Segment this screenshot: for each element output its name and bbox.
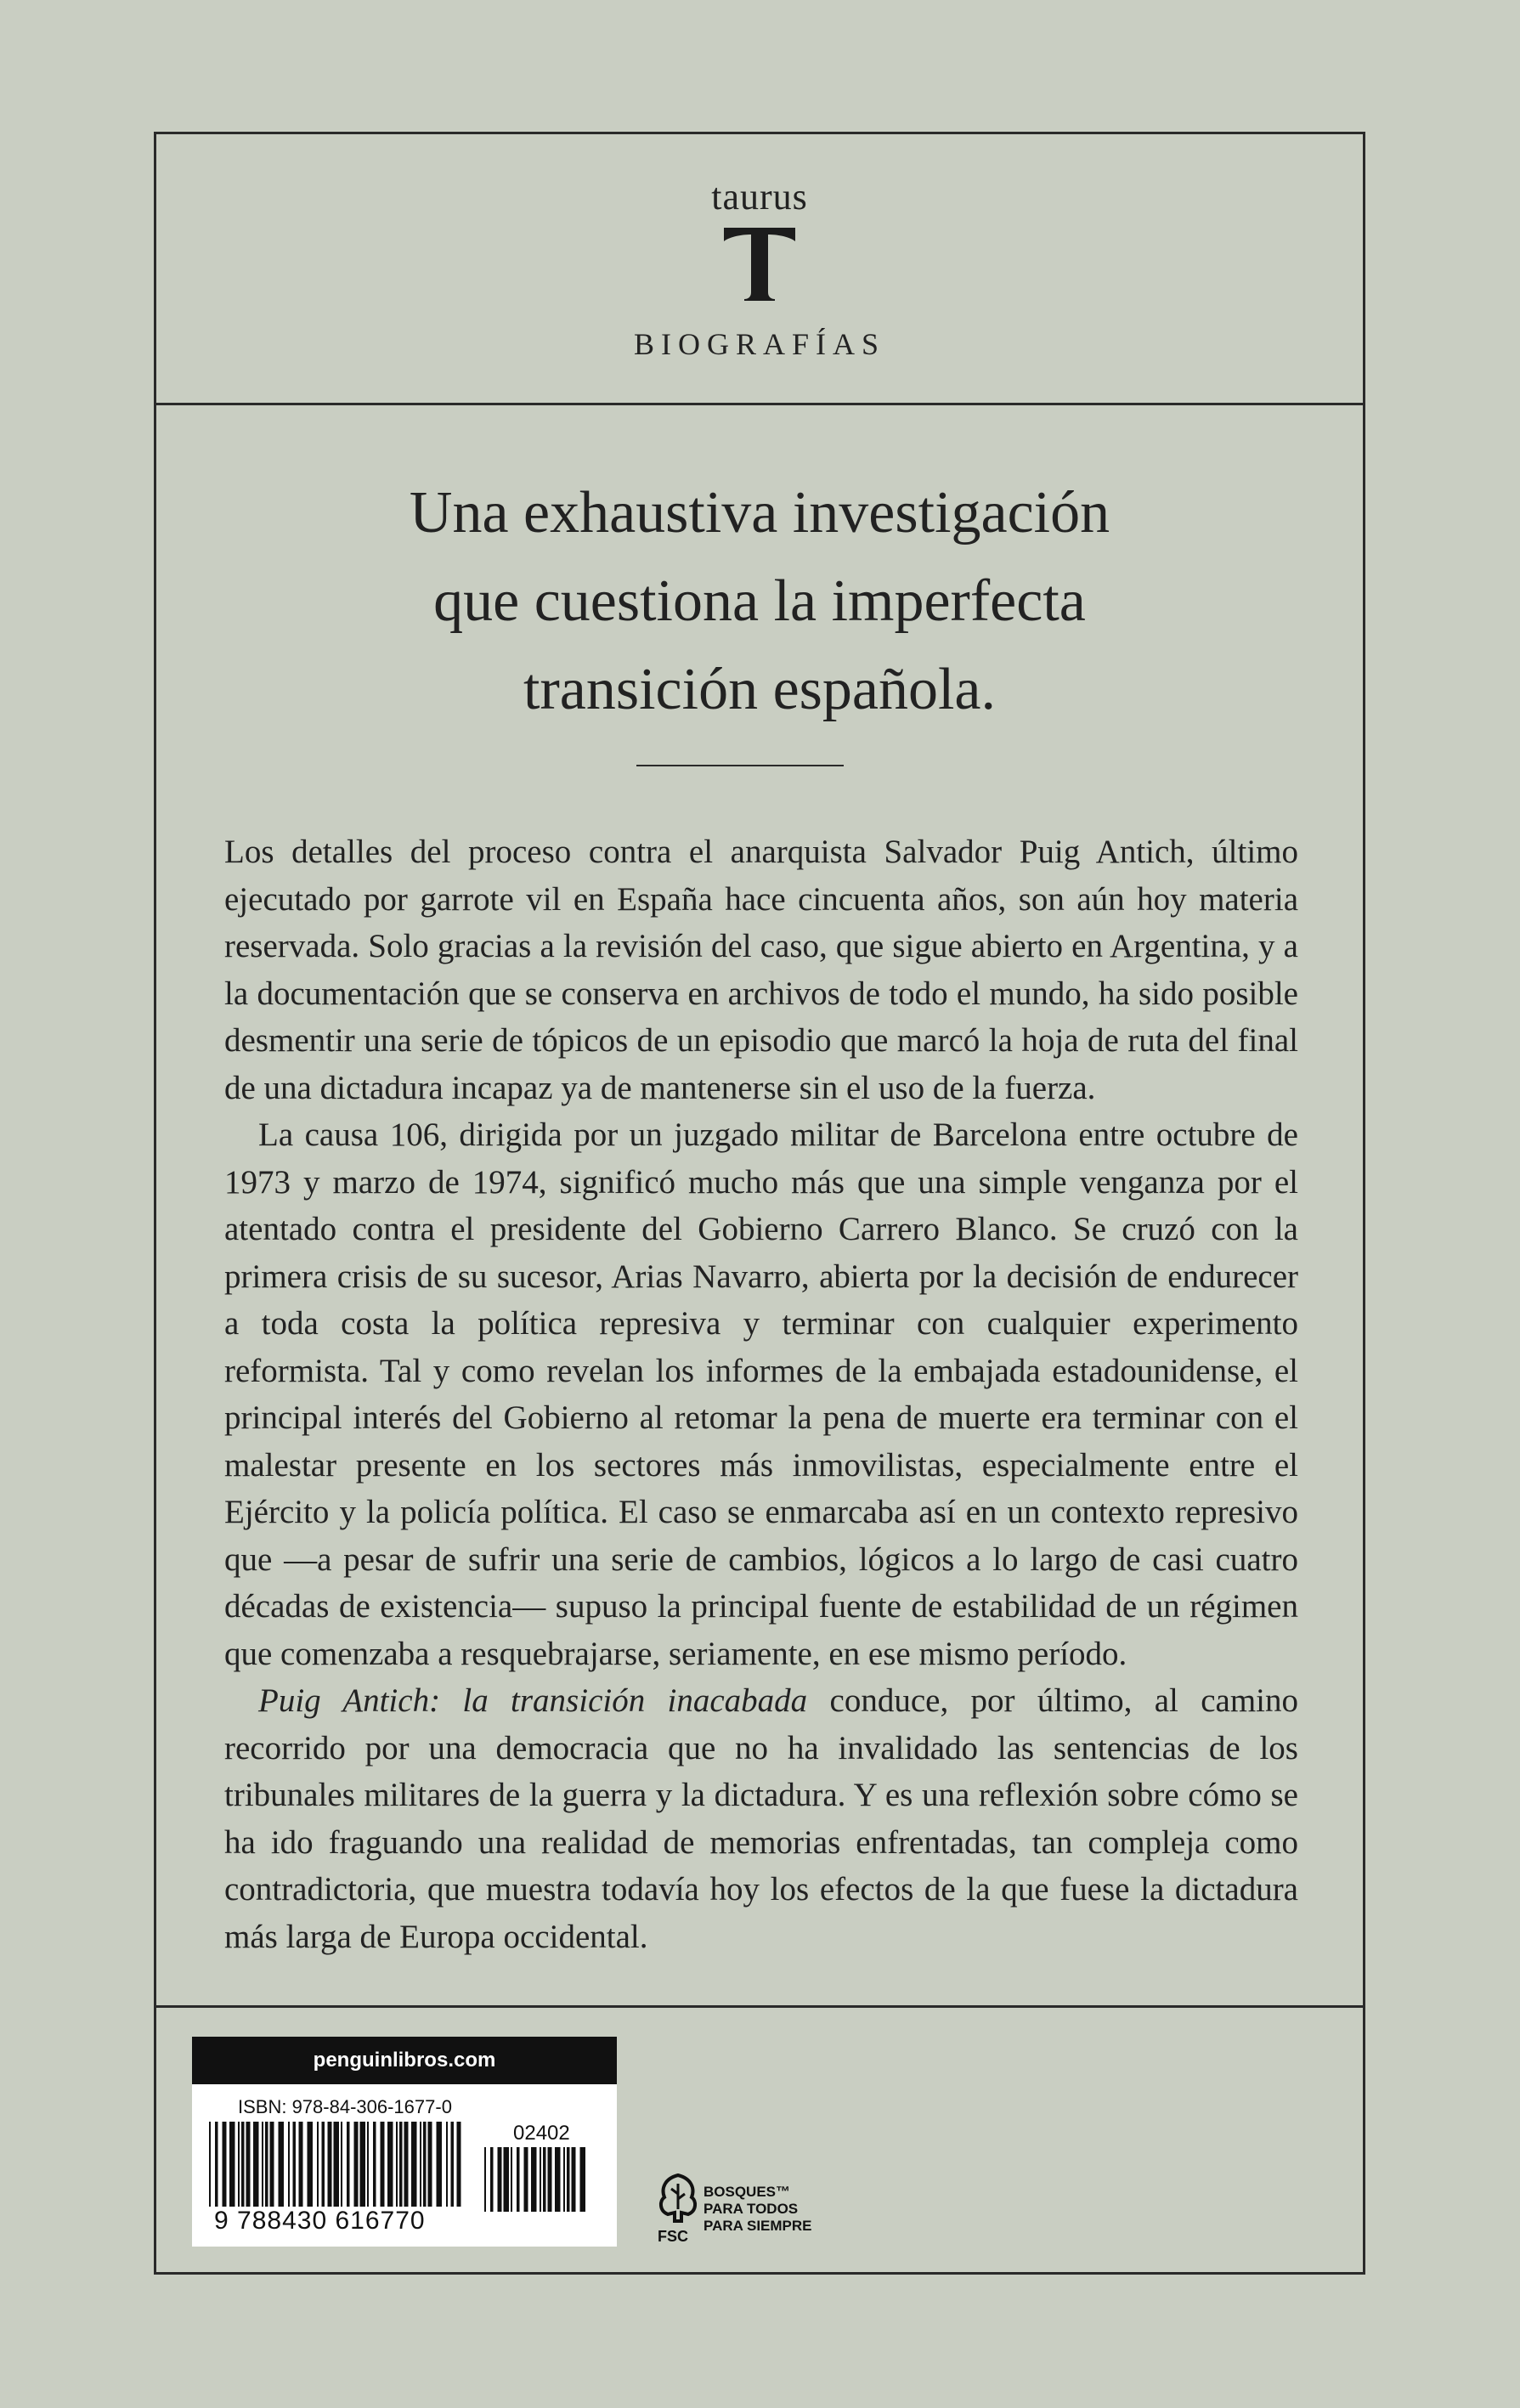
tagline-line: que cuestiona la imperfecta (433, 568, 1086, 634)
synopsis-text: conduce, por último, al camino recorrido por una democracia que no ha invalidado las sentencias de los tribunales militares de la guerra y la dictadura. Y es una reflexión sobre cómo se ha ido fraguando una realidad de memorias enfrentadas, tan compleja como contradictoria, que muestra todavía hoy los efectos de la que fuese la dictadura más larga de Europa occidental. (224, 1682, 1298, 1955)
fsc-tree-icon (654, 2172, 702, 2231)
tagline-line: Una exhaustiva investigación (409, 480, 1110, 545)
fsc-slogan-line: BOSQUES™ (703, 2184, 791, 2200)
collection-name: BIOGRAFÍAS (633, 327, 886, 361)
barcode-block (192, 2037, 617, 2247)
ean-barcode (209, 2122, 464, 2210)
tagline-rule (636, 765, 844, 766)
fsc-slogan (703, 2184, 848, 2235)
fsc-label: FSC (658, 2228, 688, 2245)
book-title: Puig Antich: la transición inacabada (258, 1682, 808, 1719)
synopsis-paragraph: La causa 106, dirigida por un juzgado militar de Barcelona entre octubre de 1973 y marzo de 1974, significó mucho más que una simple venganza por el atentado contra el presidente del Gobierno Carrero Blanco. Se cruzó con la primera crisis de su sucesor, Arias Navarro, abierta por la decisión de endurecer a toda costa la política represiva y terminar con cualquier experimento reformista. Tal y como revelan los informes de la embajada estadounidense, el principal interés del Gobierno al retomar la pena de muerte era terminar con el malestar presente en los sectores más inmovilistas, especialmente entre el Ejército y la policía política. El caso se enmarcaba así en un contexto represivo que —a pesar de sufrir una serie de cambios, lógicos a lo largo de casi cuatro décadas de existencia— supuso la principal fuente de estabilidad de un régimen que comenzaba a resquebrajarse, seriamente, en ese mismo período. (224, 1116, 1298, 1672)
fsc-slogan-line: PARA TODOS (703, 2201, 799, 2217)
isbn-label: ISBN: 978-84-306-1677-0 (238, 2096, 452, 2117)
website-label: penguinlibros.com (192, 2037, 617, 2084)
publisher-brand (154, 178, 1365, 362)
header-divider (154, 403, 1365, 405)
taurus-t-logo-icon (720, 224, 799, 302)
synopsis-paragraph (224, 1677, 1298, 1960)
fsc-mark (654, 2172, 812, 2245)
tagline (154, 469, 1365, 734)
tagline-line: transición española. (523, 657, 996, 722)
synopsis (224, 828, 1298, 1960)
fsc-slogan-line: PARA SIEMPRE (703, 2218, 812, 2234)
publisher-name: taurus (711, 176, 808, 218)
addon-number: 02402 (513, 2122, 570, 2145)
addon-barcode (484, 2147, 595, 2215)
footer-divider (154, 2005, 1365, 2008)
synopsis-paragraph: Los detalles del proceso contra el anarquista Salvador Puig Antich, último ejecutado por garrote vil en España hace cincuenta años, son aún hoy materia reservada. Solo gracias a la revisión del caso, que sigue abierto en Argentina, y a la documentación que se conserva en archivos de todo el mundo, ha sido posible desmentir una serie de tópicos de un episodio que marcó la hoja de ruta del final de una dictadura incapaz ya de mantenerse sin el uso de la fuerza. (224, 834, 1298, 1106)
barcode-digits: 9 788430 616770 (214, 2207, 426, 2235)
